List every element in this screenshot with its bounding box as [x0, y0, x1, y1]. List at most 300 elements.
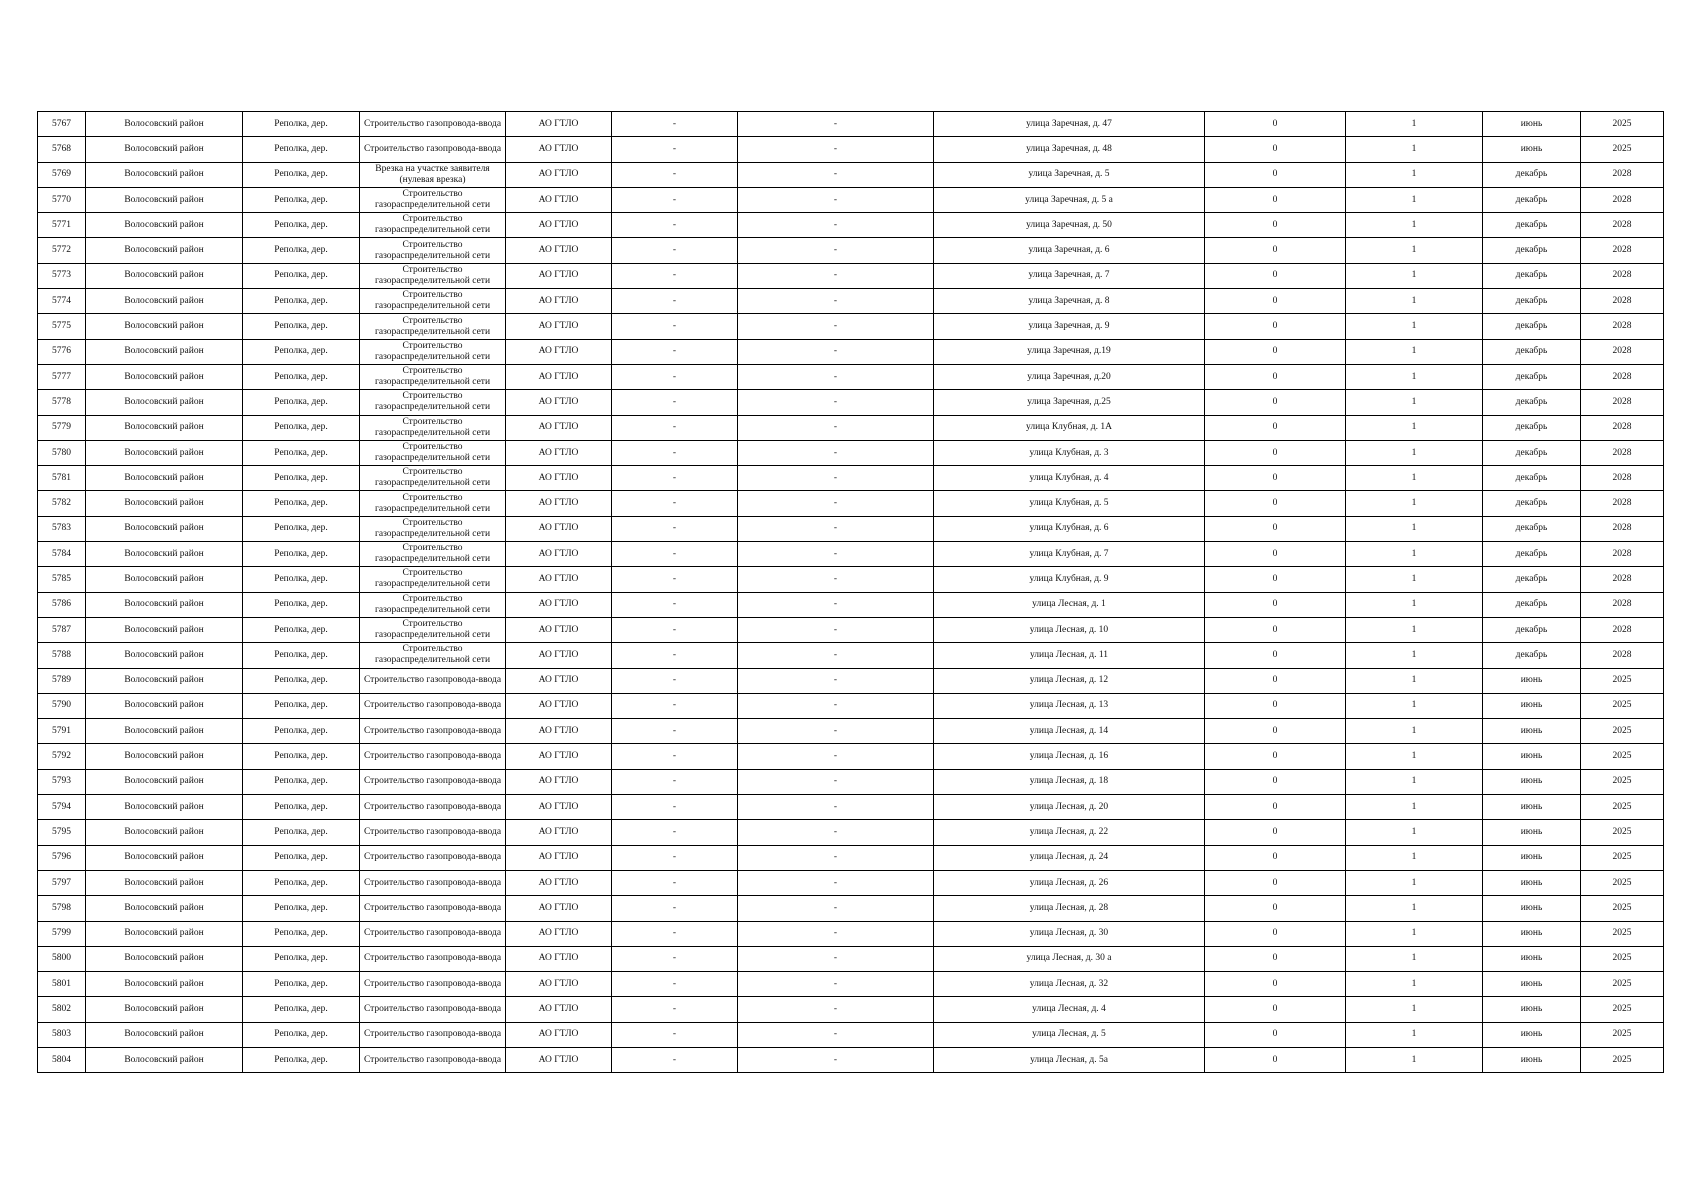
row-number-cell: 5778	[38, 390, 86, 415]
address-cell: улица Лесная, д. 12	[934, 668, 1205, 693]
column-10-cell: 1	[1346, 238, 1483, 263]
column-9-cell: 0	[1205, 567, 1346, 592]
settlement-cell: Реполка, дер.	[243, 1022, 360, 1047]
settlement-cell: Реполка, дер.	[243, 491, 360, 516]
column-10-cell: 1	[1346, 719, 1483, 744]
settlement-cell: Реполка, дер.	[243, 567, 360, 592]
district-cell: Волосовский район	[86, 972, 243, 997]
column-9-cell: 0	[1205, 795, 1346, 820]
settlement-cell: Реполка, дер.	[243, 289, 360, 314]
district-cell: Волосовский район	[86, 187, 243, 212]
column-6-cell: -	[612, 440, 738, 465]
row-number-cell: 5769	[38, 162, 86, 187]
address-cell: улица Лесная, д. 5а	[934, 1047, 1205, 1072]
column-6-cell: -	[612, 314, 738, 339]
table-row	[38, 491, 1664, 516]
work-type-cell: Строительство газопровода-ввода	[360, 112, 506, 137]
month-cell: июнь	[1483, 870, 1581, 895]
settlement-cell: Реполка, дер.	[243, 314, 360, 339]
year-cell: 2025	[1581, 845, 1664, 870]
column-6-cell: -	[612, 946, 738, 971]
settlement-cell: Реполка, дер.	[243, 693, 360, 718]
column-7-cell: -	[738, 289, 934, 314]
column-10-cell: 1	[1346, 643, 1483, 668]
column-7-cell: -	[738, 896, 934, 921]
work-type-cell: Строительство газораспределительной сети	[360, 567, 506, 592]
month-cell: июнь	[1483, 820, 1581, 845]
row-number-cell: 5794	[38, 795, 86, 820]
work-type-cell: Строительство газопровода-ввода	[360, 769, 506, 794]
address-cell: улица Лесная, д. 22	[934, 820, 1205, 845]
column-7-cell: -	[738, 1022, 934, 1047]
row-number-cell: 5802	[38, 997, 86, 1022]
settlement-cell: Реполка, дер.	[243, 137, 360, 162]
column-7-cell: -	[738, 390, 934, 415]
month-cell: июнь	[1483, 693, 1581, 718]
year-cell: 2025	[1581, 744, 1664, 769]
work-type-cell: Строительство газораспределительной сети	[360, 213, 506, 238]
column-6-cell: -	[612, 870, 738, 895]
district-cell: Волосовский район	[86, 415, 243, 440]
column-9-cell: 0	[1205, 1047, 1346, 1072]
work-type-cell: Строительство газопровода-ввода	[360, 1022, 506, 1047]
organization-cell: АО ГТЛО	[506, 339, 612, 364]
settlement-cell: Реполка, дер.	[243, 440, 360, 465]
column-6-cell: -	[612, 643, 738, 668]
work-type-cell: Строительство газопровода-ввода	[360, 693, 506, 718]
column-9-cell: 0	[1205, 693, 1346, 718]
month-cell: июнь	[1483, 1047, 1581, 1072]
row-number-cell: 5789	[38, 668, 86, 693]
settlement-cell: Реполка, дер.	[243, 921, 360, 946]
column-10-cell: 1	[1346, 263, 1483, 288]
column-10-cell: 1	[1346, 870, 1483, 895]
settlement-cell: Реполка, дер.	[243, 542, 360, 567]
year-cell: 2025	[1581, 693, 1664, 718]
month-cell: июнь	[1483, 896, 1581, 921]
district-cell: Волосовский район	[86, 592, 243, 617]
column-7-cell: -	[738, 314, 934, 339]
settlement-cell: Реполка, дер.	[243, 845, 360, 870]
district-cell: Волосовский район	[86, 314, 243, 339]
row-number-cell: 5792	[38, 744, 86, 769]
work-type-cell: Строительство газораспределительной сети	[360, 617, 506, 642]
address-cell: улица Заречная, д. 50	[934, 213, 1205, 238]
month-cell: декабрь	[1483, 238, 1581, 263]
year-cell: 2025	[1581, 769, 1664, 794]
table-row	[38, 263, 1664, 288]
month-cell: декабрь	[1483, 466, 1581, 491]
organization-cell: АО ГТЛО	[506, 921, 612, 946]
year-cell: 2028	[1581, 466, 1664, 491]
column-10-cell: 1	[1346, 162, 1483, 187]
settlement-cell: Реполка, дер.	[243, 263, 360, 288]
column-10-cell: 1	[1346, 112, 1483, 137]
year-cell: 2028	[1581, 238, 1664, 263]
row-number-cell: 5788	[38, 643, 86, 668]
organization-cell: АО ГТЛО	[506, 187, 612, 212]
address-cell: улица Клубная, д. 4	[934, 466, 1205, 491]
table-row	[38, 896, 1664, 921]
organization-cell: АО ГТЛО	[506, 845, 612, 870]
month-cell: декабрь	[1483, 440, 1581, 465]
row-number-cell: 5803	[38, 1022, 86, 1047]
settlement-cell: Реполка, дер.	[243, 390, 360, 415]
row-number-cell: 5783	[38, 516, 86, 541]
month-cell: июнь	[1483, 137, 1581, 162]
data-table	[37, 111, 1664, 1073]
address-cell: улица Лесная, д. 1	[934, 592, 1205, 617]
table-row	[38, 162, 1664, 187]
column-10-cell: 1	[1346, 213, 1483, 238]
district-cell: Волосовский район	[86, 795, 243, 820]
organization-cell: АО ГТЛО	[506, 592, 612, 617]
work-type-cell: Строительство газораспределительной сети	[360, 390, 506, 415]
column-6-cell: -	[612, 617, 738, 642]
column-10-cell: 1	[1346, 440, 1483, 465]
column-6-cell: -	[612, 997, 738, 1022]
settlement-cell: Реполка, дер.	[243, 946, 360, 971]
organization-cell: АО ГТЛО	[506, 440, 612, 465]
column-10-cell: 1	[1346, 693, 1483, 718]
column-10-cell: 1	[1346, 415, 1483, 440]
organization-cell: АО ГТЛО	[506, 238, 612, 263]
column-9-cell: 0	[1205, 162, 1346, 187]
column-7-cell: -	[738, 415, 934, 440]
address-cell: улица Лесная, д. 24	[934, 845, 1205, 870]
column-9-cell: 0	[1205, 997, 1346, 1022]
row-number-cell: 5772	[38, 238, 86, 263]
column-6-cell: -	[612, 339, 738, 364]
address-cell: улица Лесная, д. 10	[934, 617, 1205, 642]
column-10-cell: 1	[1346, 187, 1483, 212]
column-6-cell: -	[612, 137, 738, 162]
settlement-cell: Реполка, дер.	[243, 112, 360, 137]
address-cell: улица Клубная, д. 9	[934, 567, 1205, 592]
column-7-cell: -	[738, 744, 934, 769]
month-cell: декабрь	[1483, 390, 1581, 415]
month-cell: декабрь	[1483, 415, 1581, 440]
year-cell: 2025	[1581, 112, 1664, 137]
work-type-cell: Строительство газораспределительной сети	[360, 415, 506, 440]
organization-cell: АО ГТЛО	[506, 744, 612, 769]
column-6-cell: -	[612, 820, 738, 845]
table-row	[38, 820, 1664, 845]
month-cell: июнь	[1483, 946, 1581, 971]
column-6-cell: -	[612, 516, 738, 541]
district-cell: Волосовский район	[86, 946, 243, 971]
column-10-cell: 1	[1346, 972, 1483, 997]
month-cell: июнь	[1483, 921, 1581, 946]
month-cell: декабрь	[1483, 339, 1581, 364]
column-6-cell: -	[612, 415, 738, 440]
year-cell: 2025	[1581, 1047, 1664, 1072]
work-type-cell: Строительство газопровода-ввода	[360, 719, 506, 744]
work-type-cell: Врезка на участке заявителя (нулевая врезка)	[360, 162, 506, 187]
column-9-cell: 0	[1205, 213, 1346, 238]
row-number-cell: 5781	[38, 466, 86, 491]
settlement-cell: Реполка, дер.	[243, 364, 360, 389]
work-type-cell: Строительство газопровода-ввода	[360, 668, 506, 693]
district-cell: Волосовский район	[86, 390, 243, 415]
column-10-cell: 1	[1346, 997, 1483, 1022]
month-cell: декабрь	[1483, 643, 1581, 668]
district-cell: Волосовский район	[86, 440, 243, 465]
table-row	[38, 1022, 1664, 1047]
year-cell: 2025	[1581, 820, 1664, 845]
column-9-cell: 0	[1205, 415, 1346, 440]
table-row	[38, 668, 1664, 693]
row-number-cell: 5795	[38, 820, 86, 845]
column-7-cell: -	[738, 364, 934, 389]
column-9-cell: 0	[1205, 896, 1346, 921]
organization-cell: АО ГТЛО	[506, 364, 612, 389]
row-number-cell: 5797	[38, 870, 86, 895]
settlement-cell: Реполка, дер.	[243, 466, 360, 491]
column-6-cell: -	[612, 263, 738, 288]
column-9-cell: 0	[1205, 491, 1346, 516]
table-row	[38, 795, 1664, 820]
column-10-cell: 1	[1346, 289, 1483, 314]
district-cell: Волосовский район	[86, 921, 243, 946]
organization-cell: АО ГТЛО	[506, 946, 612, 971]
settlement-cell: Реполка, дер.	[243, 972, 360, 997]
month-cell: июнь	[1483, 668, 1581, 693]
organization-cell: АО ГТЛО	[506, 769, 612, 794]
year-cell: 2028	[1581, 289, 1664, 314]
row-number-cell: 5773	[38, 263, 86, 288]
column-9-cell: 0	[1205, 112, 1346, 137]
table-row	[38, 542, 1664, 567]
column-9-cell: 0	[1205, 263, 1346, 288]
column-6-cell: -	[612, 921, 738, 946]
work-type-cell: Строительство газораспределительной сети	[360, 592, 506, 617]
work-type-cell: Строительство газопровода-ввода	[360, 896, 506, 921]
table-row	[38, 364, 1664, 389]
column-7-cell: -	[738, 820, 934, 845]
district-cell: Волосовский район	[86, 643, 243, 668]
row-number-cell: 5801	[38, 972, 86, 997]
work-type-cell: Строительство газораспределительной сети	[360, 491, 506, 516]
organization-cell: АО ГТЛО	[506, 719, 612, 744]
year-cell: 2025	[1581, 795, 1664, 820]
column-9-cell: 0	[1205, 921, 1346, 946]
column-6-cell: -	[612, 592, 738, 617]
column-9-cell: 0	[1205, 870, 1346, 895]
district-cell: Волосовский район	[86, 339, 243, 364]
address-cell: улица Заречная, д. 9	[934, 314, 1205, 339]
work-type-cell: Строительство газораспределительной сети	[360, 643, 506, 668]
work-type-cell: Строительство газораспределительной сети	[360, 339, 506, 364]
table-row	[38, 213, 1664, 238]
district-cell: Волосовский район	[86, 567, 243, 592]
table-row	[38, 1047, 1664, 1072]
month-cell: декабрь	[1483, 213, 1581, 238]
address-cell: улица Заречная, д. 8	[934, 289, 1205, 314]
column-9-cell: 0	[1205, 238, 1346, 263]
column-6-cell: -	[612, 187, 738, 212]
month-cell: июнь	[1483, 769, 1581, 794]
address-cell: улица Лесная, д. 30	[934, 921, 1205, 946]
column-9-cell: 0	[1205, 668, 1346, 693]
row-number-cell: 5785	[38, 567, 86, 592]
column-9-cell: 0	[1205, 820, 1346, 845]
year-cell: 2025	[1581, 870, 1664, 895]
address-cell: улица Заречная, д. 5	[934, 162, 1205, 187]
month-cell: декабрь	[1483, 162, 1581, 187]
month-cell: июнь	[1483, 1022, 1581, 1047]
row-number-cell: 5786	[38, 592, 86, 617]
row-number-cell: 5800	[38, 946, 86, 971]
table-row	[38, 112, 1664, 137]
table-row	[38, 390, 1664, 415]
table-row	[38, 592, 1664, 617]
organization-cell: АО ГТЛО	[506, 390, 612, 415]
organization-cell: АО ГТЛО	[506, 795, 612, 820]
table-row	[38, 769, 1664, 794]
organization-cell: АО ГТЛО	[506, 668, 612, 693]
address-cell: улица Клубная, д. 7	[934, 542, 1205, 567]
year-cell: 2028	[1581, 263, 1664, 288]
settlement-cell: Реполка, дер.	[243, 213, 360, 238]
organization-cell: АО ГТЛО	[506, 466, 612, 491]
organization-cell: АО ГТЛО	[506, 870, 612, 895]
work-type-cell: Строительство газопровода-ввода	[360, 744, 506, 769]
column-10-cell: 1	[1346, 466, 1483, 491]
table-row	[38, 137, 1664, 162]
address-cell: улица Заречная, д. 7	[934, 263, 1205, 288]
month-cell: декабрь	[1483, 187, 1581, 212]
column-7-cell: -	[738, 112, 934, 137]
address-cell: улица Заречная, д.25	[934, 390, 1205, 415]
table-row	[38, 238, 1664, 263]
year-cell: 2025	[1581, 997, 1664, 1022]
column-10-cell: 1	[1346, 339, 1483, 364]
organization-cell: АО ГТЛО	[506, 1047, 612, 1072]
district-cell: Волосовский район	[86, 162, 243, 187]
address-cell: улица Заречная, д. 47	[934, 112, 1205, 137]
year-cell: 2028	[1581, 567, 1664, 592]
work-type-cell: Строительство газопровода-ввода	[360, 946, 506, 971]
year-cell: 2028	[1581, 364, 1664, 389]
address-cell: улица Клубная, д. 1А	[934, 415, 1205, 440]
column-10-cell: 1	[1346, 921, 1483, 946]
column-9-cell: 0	[1205, 187, 1346, 212]
table-row	[38, 339, 1664, 364]
column-7-cell: -	[738, 769, 934, 794]
month-cell: декабрь	[1483, 617, 1581, 642]
work-type-cell: Строительство газораспределительной сети	[360, 289, 506, 314]
work-type-cell: Строительство газопровода-ввода	[360, 997, 506, 1022]
column-10-cell: 1	[1346, 668, 1483, 693]
column-10-cell: 1	[1346, 617, 1483, 642]
column-6-cell: -	[612, 364, 738, 389]
organization-cell: АО ГТЛО	[506, 162, 612, 187]
row-number-cell: 5790	[38, 693, 86, 718]
column-6-cell: -	[612, 693, 738, 718]
column-7-cell: -	[738, 997, 934, 1022]
column-7-cell: -	[738, 643, 934, 668]
table-row	[38, 921, 1664, 946]
row-number-cell: 5776	[38, 339, 86, 364]
work-type-cell: Строительство газопровода-ввода	[360, 870, 506, 895]
column-7-cell: -	[738, 921, 934, 946]
column-9-cell: 0	[1205, 364, 1346, 389]
column-6-cell: -	[612, 845, 738, 870]
table-row	[38, 946, 1664, 971]
column-7-cell: -	[738, 238, 934, 263]
district-cell: Волосовский район	[86, 820, 243, 845]
address-cell: улица Заречная, д.19	[934, 339, 1205, 364]
column-6-cell: -	[612, 744, 738, 769]
column-10-cell: 1	[1346, 744, 1483, 769]
column-6-cell: -	[612, 719, 738, 744]
district-cell: Волосовский район	[86, 1022, 243, 1047]
district-cell: Волосовский район	[86, 693, 243, 718]
month-cell: декабрь	[1483, 491, 1581, 516]
month-cell: декабрь	[1483, 314, 1581, 339]
column-6-cell: -	[612, 289, 738, 314]
column-9-cell: 0	[1205, 769, 1346, 794]
year-cell: 2028	[1581, 592, 1664, 617]
column-7-cell: -	[738, 870, 934, 895]
settlement-cell: Реполка, дер.	[243, 516, 360, 541]
column-7-cell: -	[738, 668, 934, 693]
address-cell: улица Лесная, д. 13	[934, 693, 1205, 718]
address-cell: улица Клубная, д. 3	[934, 440, 1205, 465]
district-cell: Волосовский район	[86, 137, 243, 162]
settlement-cell: Реполка, дер.	[243, 744, 360, 769]
month-cell: июнь	[1483, 719, 1581, 744]
district-cell: Волосовский район	[86, 466, 243, 491]
settlement-cell: Реполка, дер.	[243, 719, 360, 744]
month-cell: декабрь	[1483, 289, 1581, 314]
settlement-cell: Реполка, дер.	[243, 339, 360, 364]
table-row	[38, 567, 1664, 592]
column-7-cell: -	[738, 946, 934, 971]
work-type-cell: Строительство газораспределительной сети	[360, 314, 506, 339]
row-number-cell: 5804	[38, 1047, 86, 1072]
column-6-cell: -	[612, 795, 738, 820]
organization-cell: АО ГТЛО	[506, 820, 612, 845]
district-cell: Волосовский район	[86, 769, 243, 794]
work-type-cell: Строительство газопровода-ввода	[360, 921, 506, 946]
row-number-cell: 5787	[38, 617, 86, 642]
year-cell: 2028	[1581, 339, 1664, 364]
column-9-cell: 0	[1205, 542, 1346, 567]
table-row	[38, 187, 1664, 212]
year-cell: 2028	[1581, 440, 1664, 465]
row-number-cell: 5774	[38, 289, 86, 314]
settlement-cell: Реполка, дер.	[243, 592, 360, 617]
column-7-cell: -	[738, 491, 934, 516]
column-10-cell: 1	[1346, 314, 1483, 339]
column-10-cell: 1	[1346, 516, 1483, 541]
row-number-cell: 5777	[38, 364, 86, 389]
work-type-cell: Строительство газораспределительной сети	[360, 516, 506, 541]
column-10-cell: 1	[1346, 795, 1483, 820]
work-type-cell: Строительство газораспределительной сети	[360, 238, 506, 263]
year-cell: 2025	[1581, 668, 1664, 693]
column-9-cell: 0	[1205, 643, 1346, 668]
settlement-cell: Реполка, дер.	[243, 162, 360, 187]
month-cell: декабрь	[1483, 567, 1581, 592]
address-cell: улица Клубная, д. 5	[934, 491, 1205, 516]
column-9-cell: 0	[1205, 466, 1346, 491]
settlement-cell: Реполка, дер.	[243, 870, 360, 895]
organization-cell: АО ГТЛО	[506, 516, 612, 541]
column-7-cell: -	[738, 213, 934, 238]
